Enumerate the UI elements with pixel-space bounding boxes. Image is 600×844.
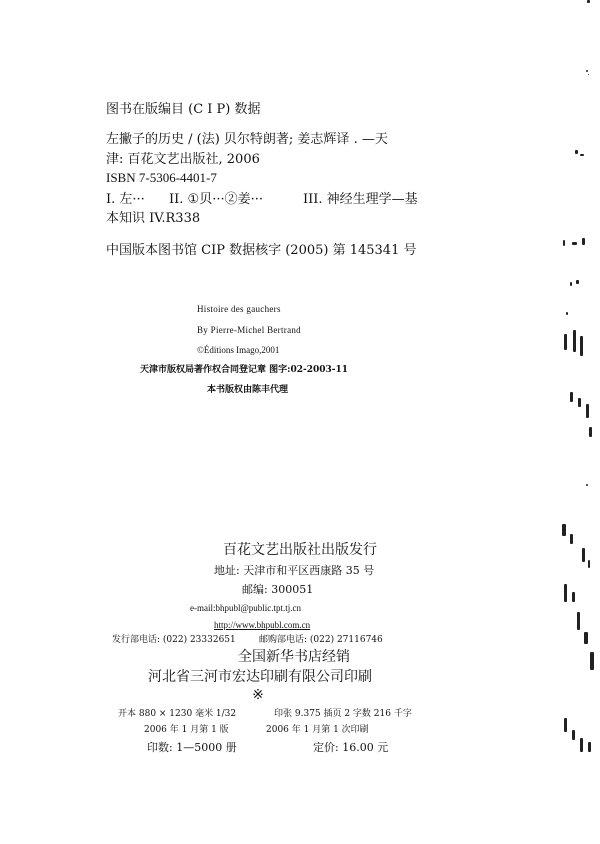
spec-format: 开本 880 × 1230 毫米 1/32: [118, 709, 237, 719]
contract-registration: 天津市版权局著作权合同登记章 图字:02-2003-11: [140, 365, 349, 375]
phone-sales: 发行部电话: (022) 23332651: [112, 635, 236, 645]
publisher-phones: [112, 636, 412, 648]
cip-entry-line2: 津: 百花文艺出版社, 2006: [106, 152, 260, 167]
cip-entry-line1: 左撇子的历史 / (法) 贝尔特朗著; 姜志辉译 . —天: [106, 132, 388, 147]
publisher-name: 百花文艺出版社出版发行: [223, 542, 377, 558]
cip-heading: 图书在版编目 (C I P) 数据: [106, 102, 261, 117]
spec-print-run: 印数: 1—5000 册: [147, 741, 237, 754]
publisher-postcode: 邮编: 300051: [242, 583, 314, 596]
printer: 河北省三河市宏达印刷有限公司印刷: [148, 669, 372, 685]
separator-mark: ※: [252, 687, 264, 703]
publisher-email: e-mail:bhpubl@public.tpt.tj.cn: [190, 603, 302, 613]
distributor: 全国新华书店经销: [238, 649, 350, 665]
spec-price: 定价: 16.00 元: [313, 741, 389, 754]
cip-subject-3: III. 神经生理学—基: [303, 192, 418, 207]
cip-subject-1: I. 左···: [106, 192, 145, 207]
rights-agent: 本书版权由陈丰代理: [207, 385, 289, 395]
publisher-address: 地址: 天津市和平区西康路 35 号: [214, 564, 375, 577]
specs-line3: [147, 742, 447, 756]
specs-line1: [118, 710, 458, 722]
spec-sheets: 印张 9.375 插页 2 字数 216 千字: [274, 709, 412, 719]
original-author: By Pierre-Michel Bertrand: [197, 325, 301, 335]
phone-mail-order: 邮购部电话: (022) 27116746: [259, 635, 383, 645]
original-title: Histoire des gauchers: [197, 304, 281, 314]
cip-approval: 中国版本图书馆 CIP 数据核字 (2005) 第 145341 号: [106, 243, 417, 258]
cip-subjects-line2: 本知识 IV.R338: [106, 211, 201, 226]
scan-edge-artifacts: [560, 0, 600, 844]
spec-printing: 2006 年 1 月第 1 次印刷: [266, 725, 369, 735]
spec-edition: 2006 年 1 月第 1 版: [144, 725, 229, 735]
original-copyright: ©Éditions Imago,2001: [197, 345, 280, 355]
publisher-website: http://www.bhpubl.com.cn: [214, 620, 311, 630]
cip-subjects-line1: [106, 193, 446, 209]
cip-subject-2: II. ①贝···②姜···: [169, 192, 263, 207]
specs-line2: [144, 726, 444, 738]
cip-isbn: ISBN 7-5306-4401-7: [106, 170, 217, 185]
